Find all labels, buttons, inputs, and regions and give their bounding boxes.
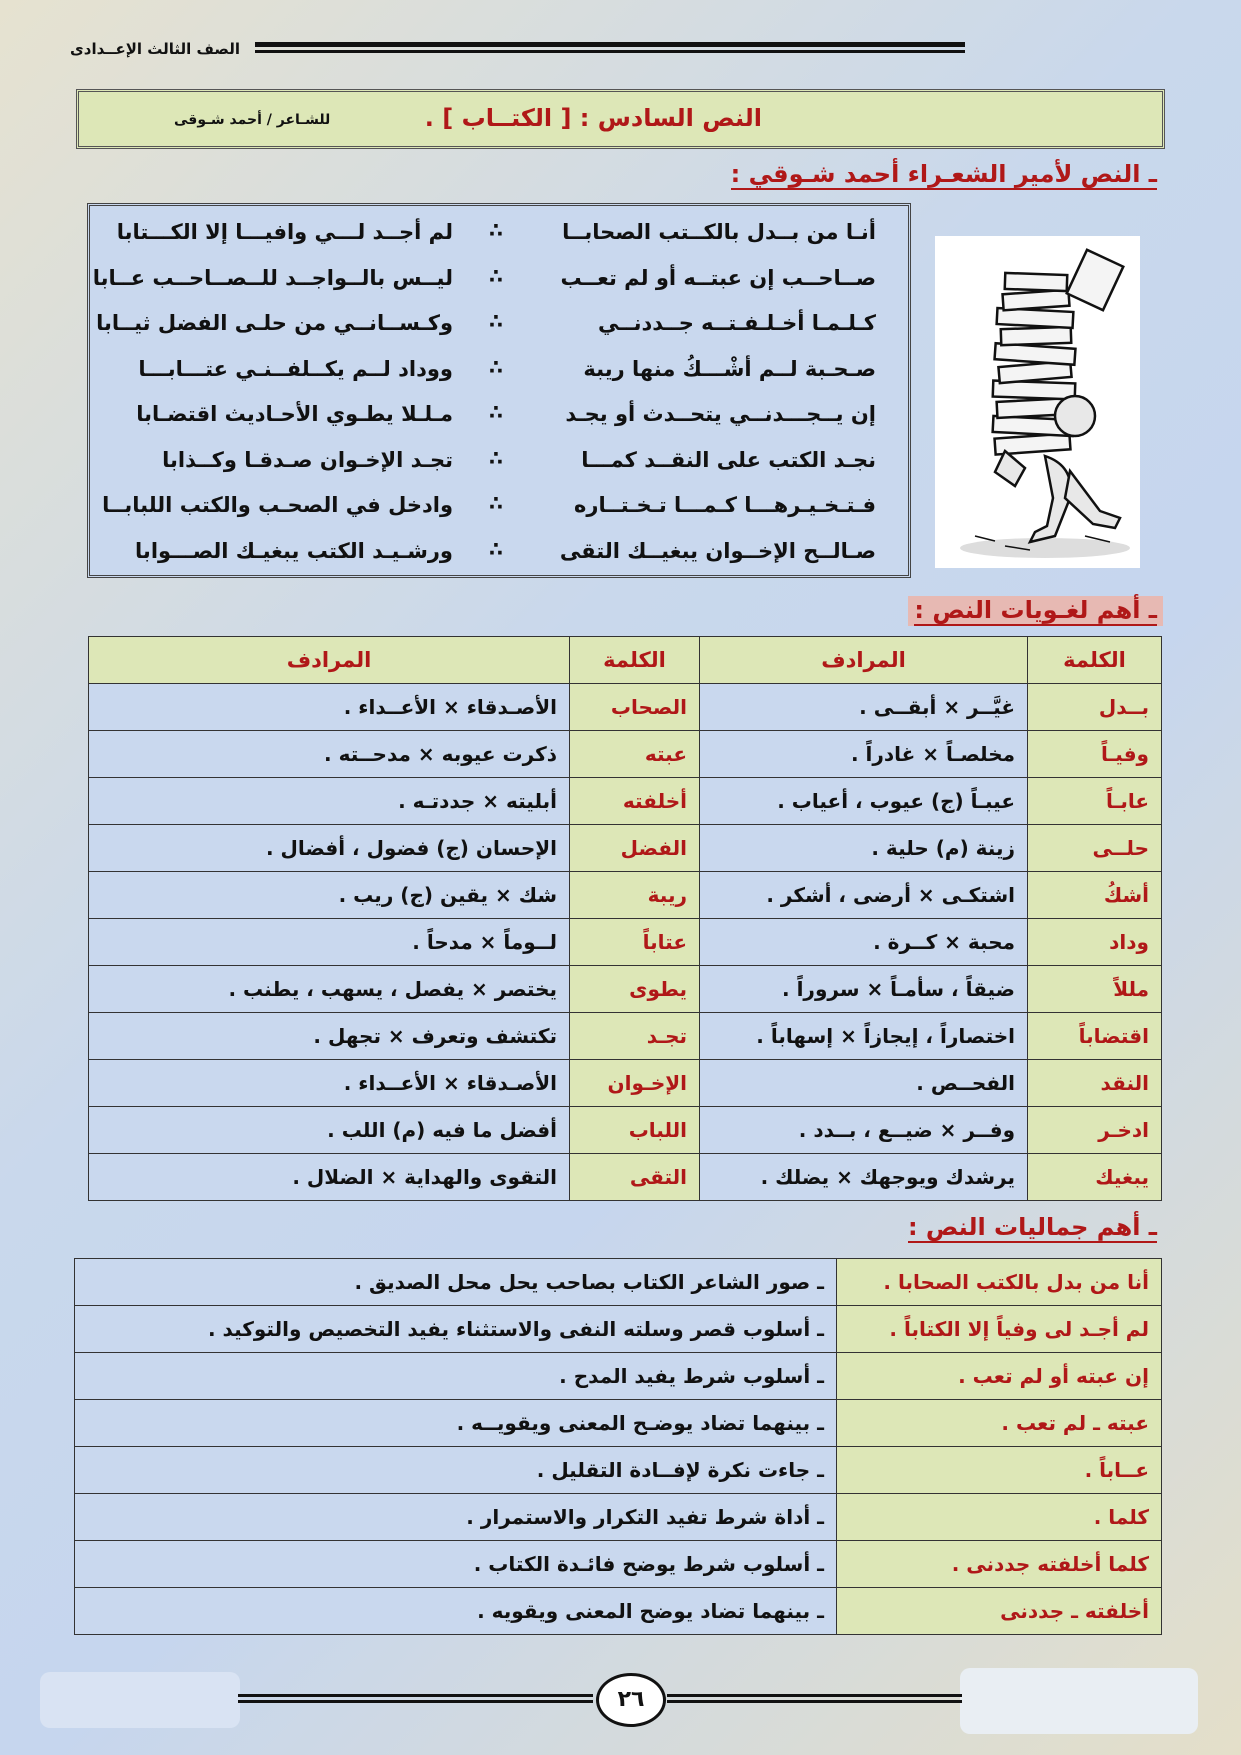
vocab-row — [89, 872, 1162, 919]
vocab-row — [89, 825, 1162, 872]
verse-second-half: وكـســانــي من حلـى الفضل ثيــابا — [96, 311, 453, 335]
vocab-header-meaning: المرادف — [89, 637, 570, 684]
poem-heading: ـ النص لأمير الشعـراء أحمد شـوقي : — [730, 160, 1157, 188]
verse-first-half: صـالــح الإخــوان يبغيــك التقى — [559, 538, 876, 563]
vocab-row — [89, 966, 1162, 1013]
verse-first-half: فـتـخـيـرهـــا كـمـــا تـخـتــاره — [574, 493, 876, 517]
poem-verse — [90, 349, 908, 395]
aesthetics-explanation: ـ صور الشاعر الكتاب بصاحب يحل محل الصديق . — [75, 1259, 837, 1306]
verse-first-half: كـلـمـا أخـلـفـتــه جــددنــي — [597, 311, 876, 335]
poem-verse — [90, 531, 908, 577]
verse-first-half: إن يــجـــدنــي يتحــدث أو يجـد — [565, 402, 876, 426]
poem-verse — [90, 212, 908, 258]
poem-verse — [90, 303, 908, 349]
verse-separator-icon: ∴ — [489, 218, 503, 242]
vocab-meaning: الإحسان (ج) فضول ، أفضال . — [89, 825, 570, 872]
verse-first-half: صــاحــب إن عبتــه أو لم تعــب — [560, 265, 876, 290]
vocab-meaning: مخلصـاً × غادراً . — [700, 731, 1028, 778]
vocab-word: عابـاً — [1028, 778, 1162, 825]
poem-verse — [90, 258, 908, 304]
footer-rule — [238, 1694, 593, 1706]
verse-separator-icon: ∴ — [489, 536, 503, 561]
vocab-word: يطوى — [570, 966, 700, 1013]
vocab-meaning: شك × يقين (ج) ريب . — [89, 872, 570, 919]
aesthetics-row — [75, 1447, 1162, 1494]
vocab-heading: ـ أهم لغـويات النص : — [908, 596, 1163, 626]
verse-second-half: ووداد لــم يكــلفــنـي عتـــابـــا — [138, 356, 453, 381]
poem-verse — [90, 440, 908, 486]
verse-second-half: ليــس بالــواجــد للــصــاحــب عــابا — [92, 265, 453, 290]
vocab-row — [89, 919, 1162, 966]
vocab-header-word: الكلمة — [570, 637, 700, 684]
aesthetics-row — [75, 1588, 1162, 1635]
vocab-meaning: زينة (م) حلية . — [700, 825, 1028, 872]
vocab-row — [89, 684, 1162, 731]
vocab-meaning: أبليته × جددتـه . — [89, 778, 570, 825]
vocab-meaning: الأصـدقاء × الأعــداء . — [89, 1060, 570, 1107]
vocab-meaning: محبة × كــرة . — [700, 919, 1028, 966]
aesthetics-row — [75, 1541, 1162, 1588]
vocab-word: بــدل — [1028, 684, 1162, 731]
footer-pad — [960, 1668, 1198, 1734]
aesthetics-explanation: ـ بينهما تضاد يوضـح المعنى ويقويــه . — [75, 1400, 837, 1447]
vocab-word: الفضل — [570, 825, 700, 872]
vocab-meaning: وفــر × ضيــع ، بــدد . — [700, 1107, 1028, 1154]
vocab-meaning: ضيقاً ، سأمـاً × سروراً . — [700, 966, 1028, 1013]
aesthetics-quote: أخلفته ـ جددنى — [837, 1588, 1162, 1635]
vocab-row — [89, 1154, 1162, 1201]
vocab-word: أخلفته — [570, 778, 700, 825]
aesthetics-table — [74, 1258, 1162, 1635]
aesthetics-quote: إن عبته أو لم تعب . — [837, 1353, 1162, 1400]
vocab-row — [89, 1107, 1162, 1154]
verse-second-half: مـلـلا يطـوي الأحـاديث اقتضـابا — [136, 402, 453, 426]
vocab-row — [89, 731, 1162, 778]
aesthetics-row — [75, 1259, 1162, 1306]
vocab-word: عتاباً — [570, 919, 700, 966]
vocab-meaning: الفحــص . — [700, 1060, 1028, 1107]
vocab-meaning: اشتكـى × أرضى ، أشكر . — [700, 872, 1028, 919]
footer-rule — [667, 1694, 962, 1706]
poet-credit: للشـاعر / أحمد شـوقى — [174, 112, 331, 128]
aesthetics-quote: كلما أخلفته جددنى . — [837, 1541, 1162, 1588]
aesthetics-row — [75, 1400, 1162, 1447]
verse-separator-icon: ∴ — [489, 400, 503, 424]
header-rule — [255, 42, 965, 56]
poem-box — [87, 203, 911, 578]
vocab-word: اقتضاباً — [1028, 1013, 1162, 1060]
vocab-table — [88, 636, 1162, 1201]
page-number: ٢٦ — [596, 1673, 666, 1727]
vocab-header-word: الكلمة — [1028, 637, 1162, 684]
poem-verse — [90, 485, 908, 531]
aesthetics-quote: أنا من بدل بالكتب الصحابا . — [837, 1259, 1162, 1306]
vocab-meaning: ذكرت عيوبه × مدحــته . — [89, 731, 570, 778]
vocab-meaning: التقوى والهداية × الضلال . — [89, 1154, 570, 1201]
verse-first-half: نجـد الكتب على النقــد كمـــا — [581, 447, 876, 472]
vocab-header-meaning: المرادف — [700, 637, 1028, 684]
vocab-word: عبته — [570, 731, 700, 778]
aesthetics-heading: ـ أهم جماليات النص : — [907, 1213, 1157, 1241]
header-grade: الصف الثالث الإعــدادى — [70, 40, 240, 58]
vocab-meaning: غيَّــر × أبقــى . — [700, 684, 1028, 731]
aesthetics-explanation: ـ أسلوب شرط يفيد المدح . — [75, 1353, 837, 1400]
verse-second-half: وادخل في الصحـب والكتب اللبابــا — [102, 493, 453, 517]
vocab-word: يبغيك — [1028, 1154, 1162, 1201]
poem-verse — [90, 394, 908, 440]
aesthetics-explanation: ـ جاءت نكرة لإفــادة التقليل . — [75, 1447, 837, 1494]
verse-second-half: ورشـيـد الكتب يبغيـك الصـــوابا — [135, 538, 453, 563]
aesthetics-quote: عــاباً . — [837, 1447, 1162, 1494]
vocab-meaning: عيبـاً (ج) عيوب ، أعياب . — [700, 778, 1028, 825]
vocab-row — [89, 1060, 1162, 1107]
verse-first-half: أنـا من بــدل بالكــتب الصحابــا — [562, 220, 876, 244]
vocab-word: وداد — [1028, 919, 1162, 966]
vocab-meaning: أفضل ما فيه (م) اللب . — [89, 1107, 570, 1154]
book-carrier-illustration — [935, 236, 1140, 568]
vocab-word: أشكُ — [1028, 872, 1162, 919]
vocab-meaning: اختصاراً ، إيجازاً × إسهاباً . — [700, 1013, 1028, 1060]
verse-separator-icon: ∴ — [489, 491, 503, 515]
vocab-word: التقى — [570, 1154, 700, 1201]
vocab-meaning: يختصر × يفصل ، يسهب ، يطنب . — [89, 966, 570, 1013]
vocab-word: تجـد — [570, 1013, 700, 1060]
aesthetics-explanation: ـ أسلوب شرط يوضح فائـدة الكتاب . — [75, 1541, 837, 1588]
vocab-row — [89, 778, 1162, 825]
verse-separator-icon: ∴ — [489, 354, 503, 379]
aesthetics-row — [75, 1353, 1162, 1400]
lesson-title: النص السادس : [ الكتــاب ] . — [424, 104, 762, 132]
vocab-word: حلــى — [1028, 825, 1162, 872]
vocab-header-row — [89, 637, 1162, 684]
footer-pad — [40, 1672, 240, 1728]
aesthetics-explanation: ـ أسلوب قصر وسلته النفى والاستثناء يفيد التخصيص والتوكيد . — [75, 1306, 837, 1353]
vocab-word: مللاً — [1028, 966, 1162, 1013]
verse-separator-icon: ∴ — [489, 445, 503, 470]
aesthetics-row — [75, 1306, 1162, 1353]
vocab-word: ريبة — [570, 872, 700, 919]
verse-first-half: صـحـبة لــم أشْـــكُ منها ريبة — [583, 356, 876, 381]
vocab-word: النقد — [1028, 1060, 1162, 1107]
verse-second-half: تجـد الإخـوان صـدقـا وكــذابا — [162, 447, 453, 472]
verse-separator-icon: ∴ — [489, 263, 503, 288]
vocab-word: الإخـوان — [570, 1060, 700, 1107]
vocab-meaning: لــوماً × مدحاً . — [89, 919, 570, 966]
aesthetics-quote: كلما . — [837, 1494, 1162, 1541]
vocab-row — [89, 1013, 1162, 1060]
aesthetics-quote: عبته ـ لم تعب . — [837, 1400, 1162, 1447]
aesthetics-quote: لم أجـد لى وفياً إلا الكتاباً . — [837, 1306, 1162, 1353]
vocab-word: ادخـر — [1028, 1107, 1162, 1154]
books-stack-icon — [935, 236, 1140, 568]
aesthetics-explanation: ـ أداة شرط تفيد التكرار والاستمرار . — [75, 1494, 837, 1541]
verse-second-half: لم أجــد لـــي وافيـــا إلا الكـــتابا — [116, 220, 453, 244]
vocab-word: الصحاب — [570, 684, 700, 731]
vocab-word: وفيـاً — [1028, 731, 1162, 778]
vocab-word: اللباب — [570, 1107, 700, 1154]
vocab-meaning: تكتشف وتعرف × تجهل . — [89, 1013, 570, 1060]
aesthetics-row — [75, 1494, 1162, 1541]
vocab-meaning: الأصـدقاء × الأعــداء . — [89, 684, 570, 731]
title-box — [76, 89, 1165, 149]
aesthetics-explanation: ـ بينهما تضاد يوضح المعنى ويقويه . — [75, 1588, 837, 1635]
vocab-meaning: يرشدك ويوجهك × يضلك . — [700, 1154, 1028, 1201]
verse-separator-icon: ∴ — [489, 309, 503, 333]
